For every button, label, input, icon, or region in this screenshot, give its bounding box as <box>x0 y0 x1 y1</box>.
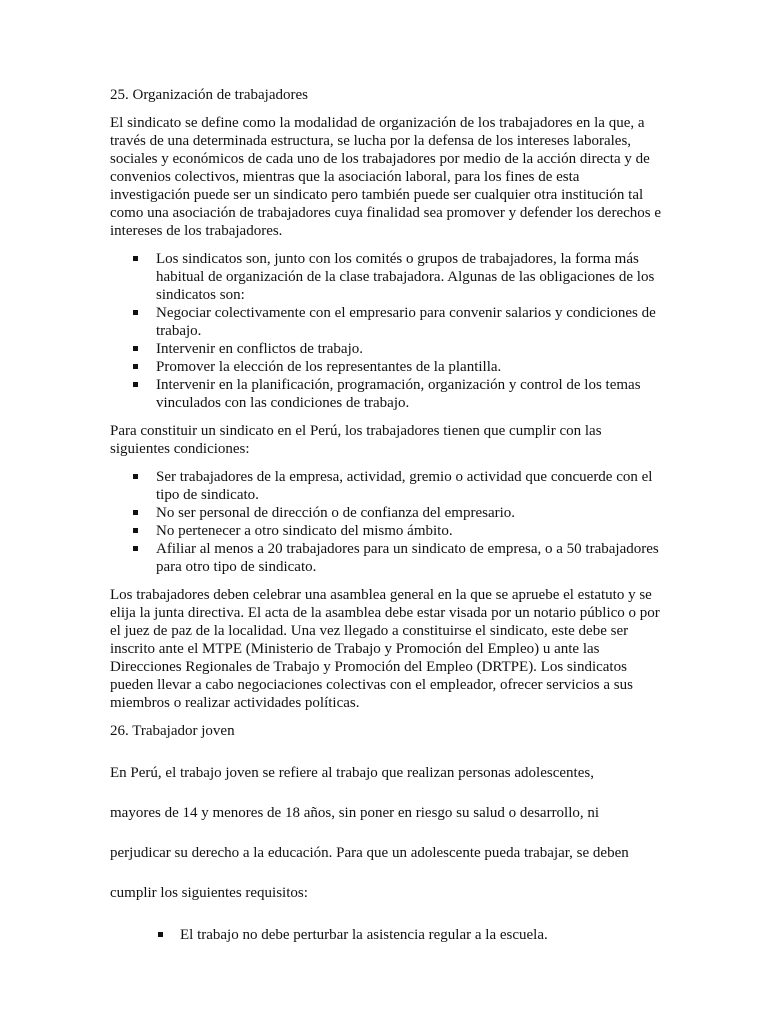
list-item: El trabajo no debe perturbar la asistencia regular a la escuela. <box>180 926 662 944</box>
conditions-intro: Para constituir un sindicato en el Perú, los trabajadores tienen que cumplir con las siguientes condiciones: <box>110 423 602 457</box>
paragraph-line: cumplir los siguientes requisitos: <box>110 885 308 901</box>
obligations-list <box>110 250 662 412</box>
list-item: Afiliar al menos a 20 trabajadores para un sindicato de empresa, o a 50 trabajadores para otro tipo de sindicato. <box>156 540 662 576</box>
list-item: Ser trabajadores de la empresa, actividad, gremio o actividad que concuerde con el tipo de sindicato. <box>156 468 662 504</box>
section-26-paragraph <box>110 764 662 902</box>
requirements-list <box>110 926 662 944</box>
section-25-title: 25. Organización de trabajadores <box>110 87 308 103</box>
document-body <box>110 86 662 944</box>
conditions-list <box>110 468 662 576</box>
paragraph-line: mayores de 14 y menores de 18 años, sin poner en riesgo su salud o desarrollo, ni <box>110 805 600 821</box>
list-item: No ser personal de dirección o de confianza del empresario. <box>156 504 662 522</box>
list-item: Promover la elección de los representantes de la plantilla. <box>156 358 662 376</box>
list-item: No pertenecer a otro sindicato del mismo ámbito. <box>156 522 662 540</box>
section-26-title: 26. Trabajador joven <box>110 723 235 739</box>
list-item: Negociar colectivamente con el empresario para convenir salarios y condiciones de trabajo. <box>156 304 662 340</box>
paragraph-line: perjudicar su derecho a la educación. Para que un adolescente pueda trabajar, se deben <box>110 845 629 861</box>
section-25-intro: El sindicato se define como la modalidad de organización de los trabajadores en la que, a través de una determinada estructura, se lucha por la defensa de los intereses laborales, sociales y económicos de cada uno de los trabajadores por medio de la acción directa y de convenios colectivos, mientras que la asociación laboral, para los fines de esta investigación puede ser un sindicato pero también puede ser cualquier otra institución tal como una asociación de trabajadores cuya finalidad sea promover y defender los derechos e intereses de los trabajadores. <box>110 115 662 239</box>
list-item: Intervenir en conflictos de trabajo. <box>156 340 662 358</box>
list-item: Los sindicatos son, junto con los comités o grupos de trabajadores, la forma más habitual de organización de la clase trabajadora. Algunas de las obligaciones de los sindicatos son: <box>156 250 662 304</box>
paragraph-line: En Perú, el trabajo joven se refiere al trabajo que realizan personas adolescentes, <box>110 765 594 781</box>
assembly-paragraph: Los trabajadores deben celebrar una asamblea general en la que se apruebe el estatuto y se elija la junta directiva. El acta de la asamblea debe estar visada por un notario público o por el juez de paz de la localidad. Una vez llegado a constituirse el sindicato, este debe ser inscrito ante el MTPE (Ministerio de Trabajo y Promoción del Empleo) u ante las Direcciones Regionales de Trabajo y Promoción del Empleo (DRTPE). Los sindicatos pueden llevar a cabo negociaciones colectivas con el empleador, ofrecer servicios a sus miembros o realizar actividades políticas. <box>110 587 660 711</box>
list-item: Intervenir en la planificación, programación, organización y control de los temas vinculados con las condiciones de trabajo. <box>156 376 662 412</box>
